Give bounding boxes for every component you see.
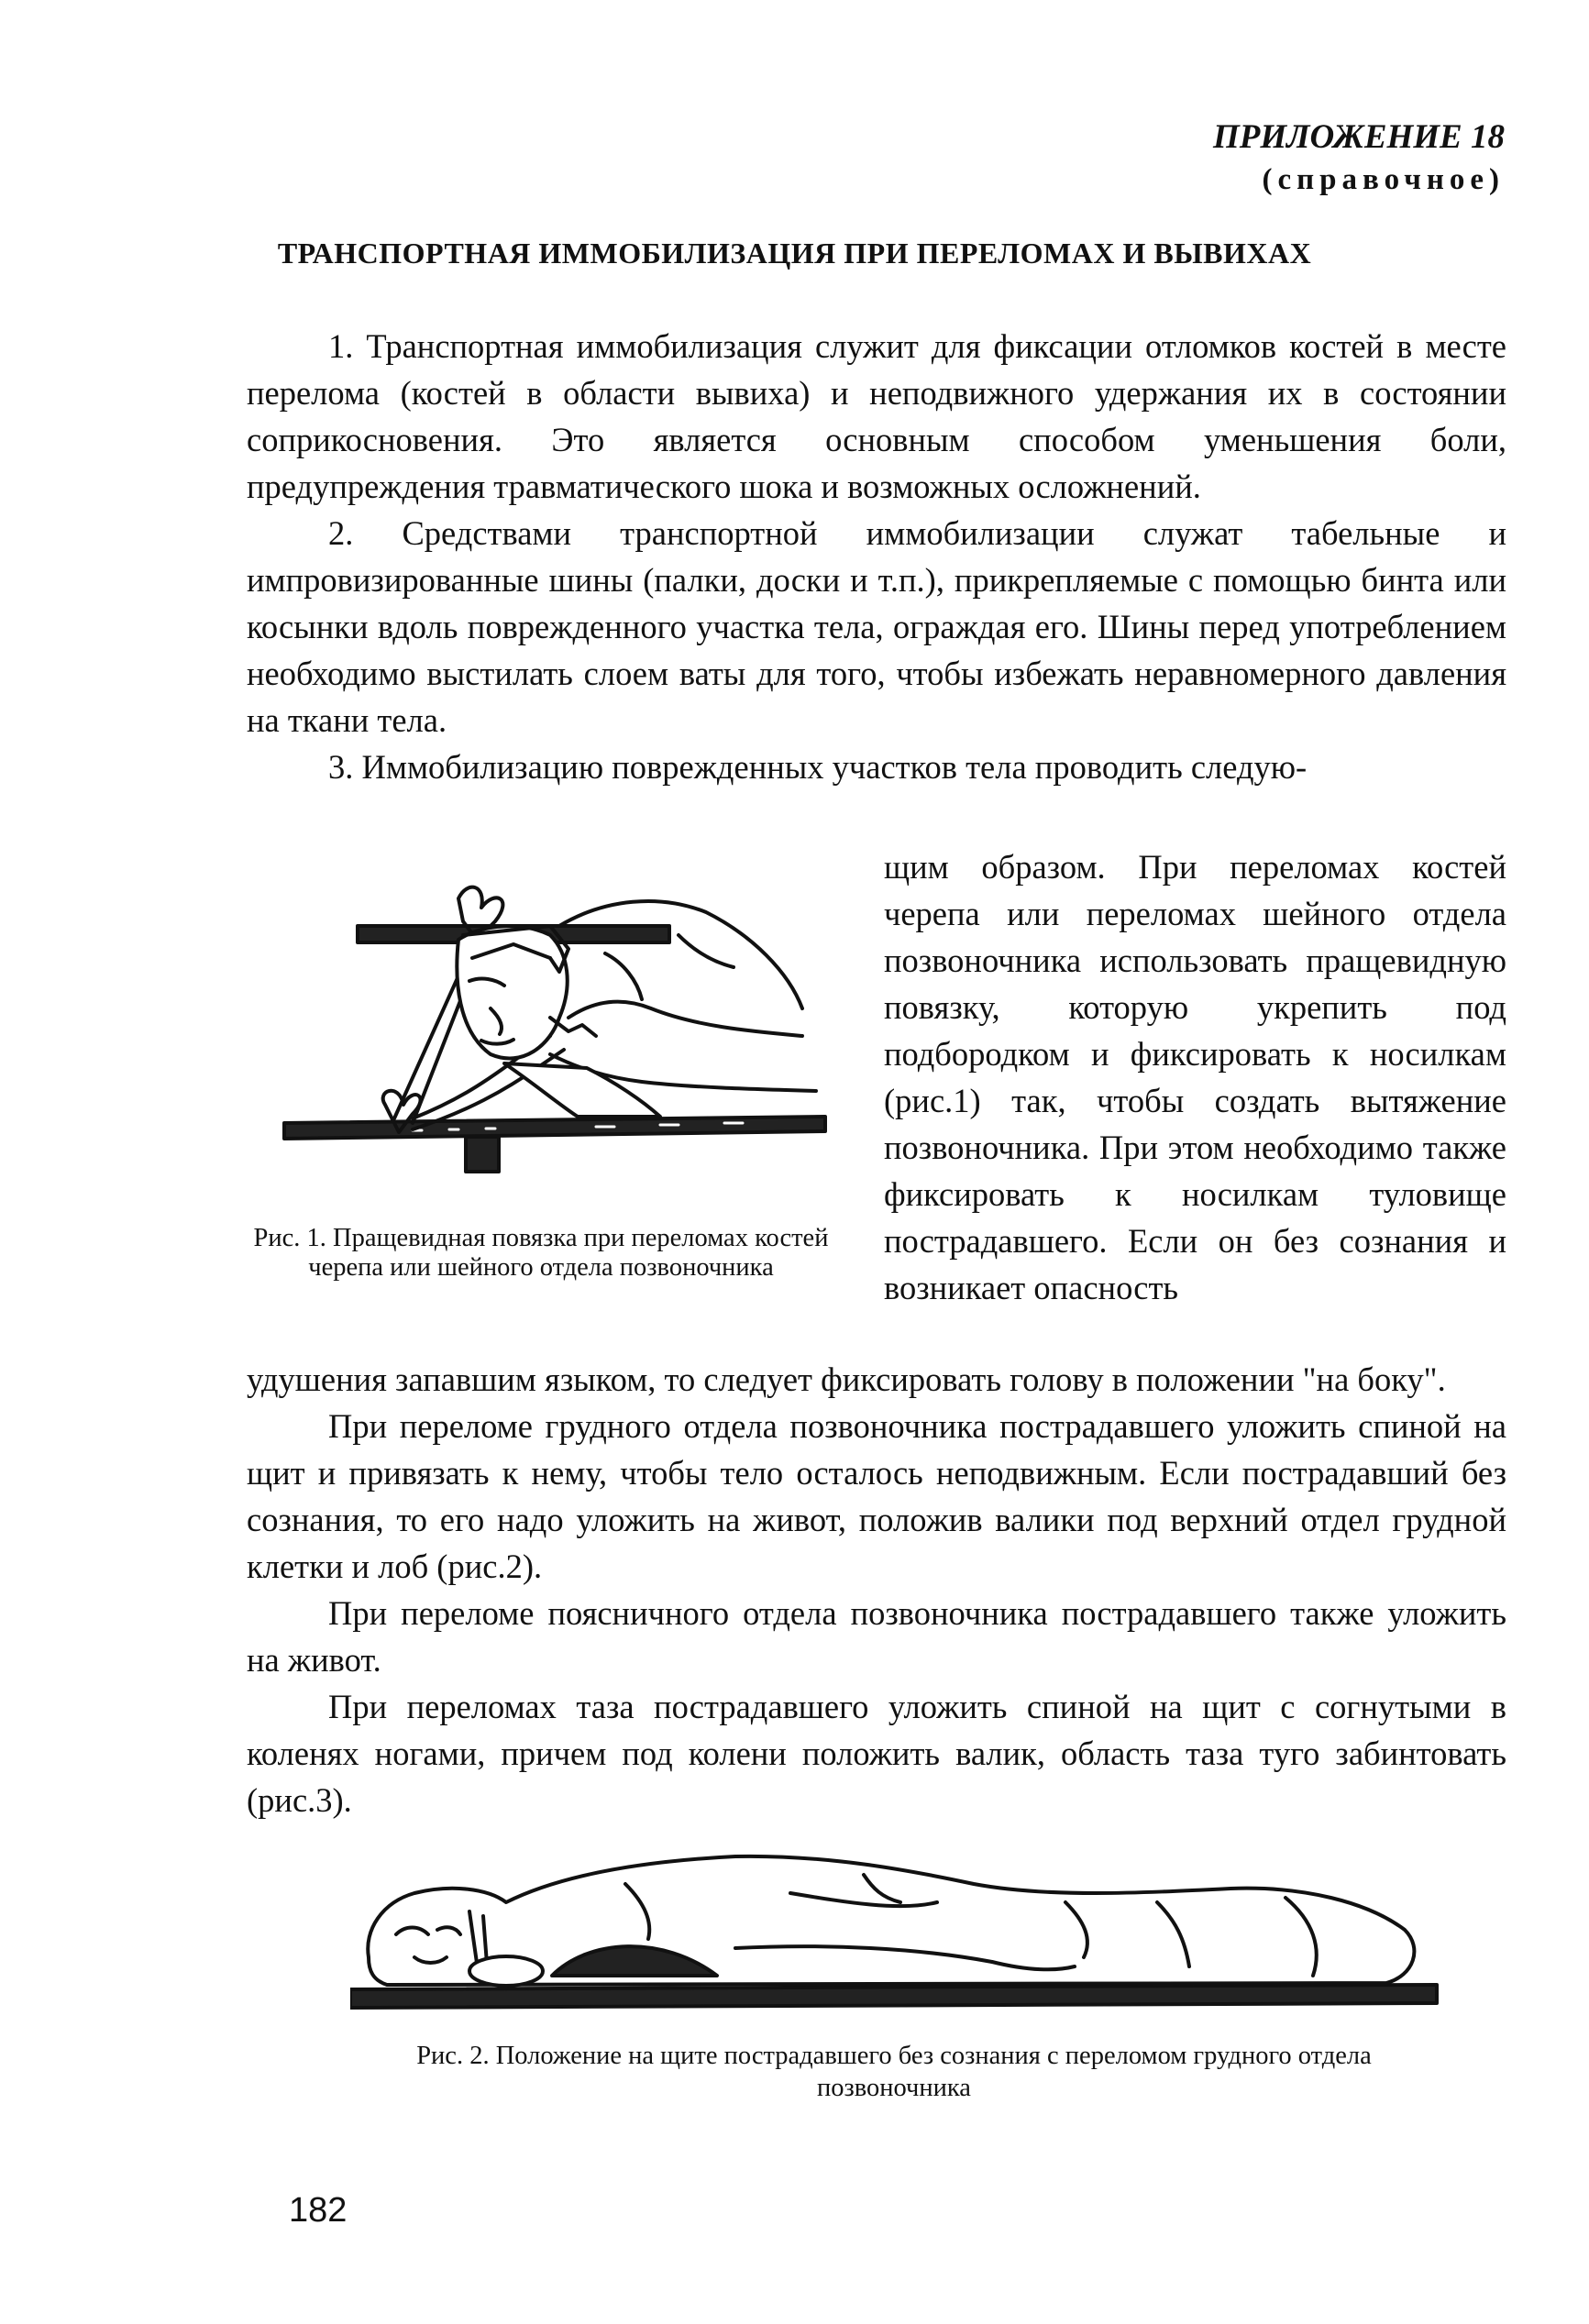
paragraph-5: При переломе поясничного отдела позвоночника пострадавшего также уложить на живот. [247,1594,1506,1679]
text-block-top [247,323,1506,790]
figure-1-caption: Рис. 1. Пращевидная повязка при переломах костей черепа или шейного отдела позвоночника [253,1224,829,1282]
text-block-bottom [247,1356,1506,1823]
appendix-label: ПРИЛОЖЕНИЕ 18 [1213,118,1505,156]
figure-1-illustration [275,871,866,1201]
figure-2-illustration [350,1847,1441,2031]
paragraph-3-side: щим образом. При переломах костей черепа или переломах шейного отдела позвоночника использовать пращевидную повязку, которую укрепить под подбородком и фиксировать к носилкам (рис.1) так, чтобы создать вытяжение позвоночника. При этом необходимо также фиксировать к носилкам туловище пострадавшего. Если он без сознания и возникает опасность [884,848,1506,1306]
page-number: 182 [289,2191,348,2230]
paragraph-6: При переломах таза пострадавшего уложить спиной на щит с согнутыми в коленях ногами, причем под колени положить валик, область таза туго забинтовать (рис.3). [247,1688,1506,1819]
paragraph-2: 2. Средствами транспортной иммобилизации служат табельные и импровизированные шины (палки, доски и т.п.), прикрепляемые с помощью бинта или косынки вдоль поврежденного участка тела, ограждая его. Шины перед употреблением необходимо выстилать слоем ваты для того, чтобы избежать неравномерного давления на ткани тела. [247,514,1506,739]
appendix-header [1213,117,1505,200]
figure-2-caption: Рис. 2. Положение на щите пострадавшего без сознания с переломом грудного отдела позвоночника [416,2042,1372,2102]
paragraph-3-end: удушения запавшим языком, то следует фиксировать голову в положении "на боку". [247,1360,1446,1398]
appendix-note: (справочное) [1262,163,1505,197]
paragraph-3-start: 3. Иммобилизацию поврежденных участков тела проводить следую- [328,748,1308,786]
paragraph-1: 1. Транспортная иммобилизация служит для фиксации отломков костей в месте перелома (костей в области вывиха) и неподвижного удержания их в состоянии соприкосновения. Это является основным способом уменьшения боли, предупреждения травматического шока и возможных осложнений. [247,327,1506,505]
page-title: ТРАНСПОРТНАЯ ИММОБИЛИЗАЦИЯ ПРИ ПЕРЕЛОМАХ И ВЫВИХАХ [277,237,1312,270]
paragraph-4: При переломе грудного отдела позвоночника пострадавшего уложить спиной на щит и привязать к нему, чтобы тело осталось неподвижным. Если пострадавший без сознания, то его надо уложить на живот, положив валики под верхний отдел грудной клетки и лоб (рис.2). [247,1407,1506,1585]
text-block-side [884,843,1506,1311]
